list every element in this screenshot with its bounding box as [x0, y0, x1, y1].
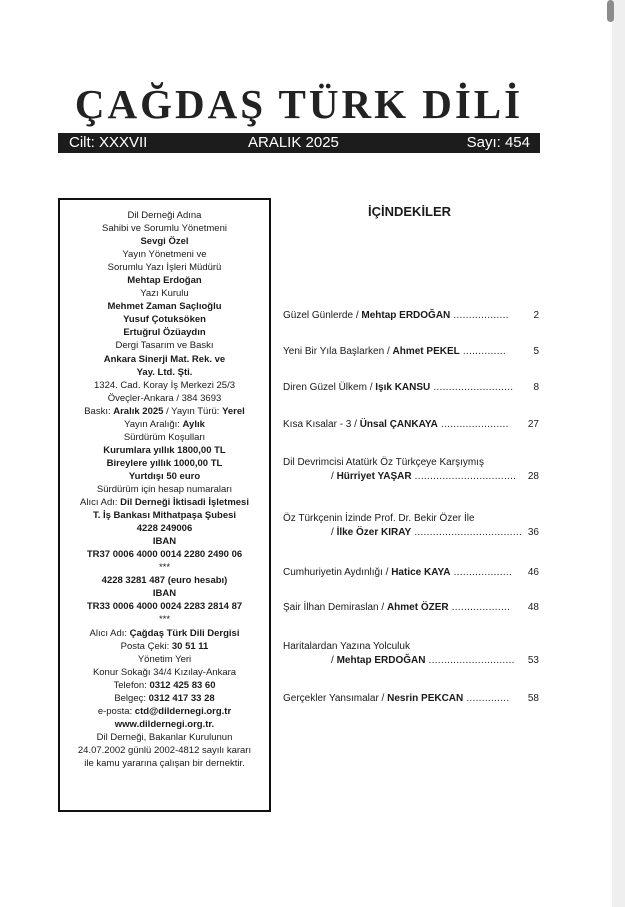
colophon-line: Ankara Sinerji Mat. Rek. ve: [103, 353, 226, 365]
toc-entry-line: [283, 512, 539, 526]
page-number: 46: [527, 567, 539, 578]
article-author: Nesrin PEKCAN: [387, 693, 464, 704]
toc-entry[interactable]: [283, 512, 539, 540]
toc-entry[interactable]: [283, 640, 539, 668]
colophon-line: Mehmet Zaman Saçlıoğlu: [107, 301, 222, 313]
colophon-line: 4228 249006: [136, 523, 193, 535]
colophon-line: IBAN: [152, 536, 177, 548]
article-title: /: [331, 655, 337, 666]
colophon-line: Yay. Ltd. Şti.: [136, 366, 193, 378]
article-title: /: [331, 471, 337, 482]
colophon-line: TR33 0006 4000 0024 2283 2814 87: [86, 601, 243, 613]
colophon-line-part: e-posta:: [97, 705, 135, 717]
article-author: Mehtap ERDOĞAN: [361, 310, 451, 321]
page-number: 2: [533, 310, 539, 321]
colophon-line: Yusuf Çotuksöken: [123, 314, 206, 326]
colophon-line-part: Yerel: [222, 405, 245, 417]
colophon-line: ***: [158, 562, 171, 574]
page-number: 8: [533, 382, 539, 393]
colophon-line: IBAN: [152, 588, 177, 600]
toc-entry[interactable]: [283, 345, 539, 359]
toc-entry-line: [283, 456, 539, 470]
article-title: Cumhuriyetin Aydınlığı /: [283, 567, 392, 578]
article-title: Kısa Kısalar - 3 /: [283, 419, 360, 430]
dot-leader: ............................: [425, 655, 515, 666]
toc-entry-line: [283, 345, 539, 359]
colophon-line-part: 30 51 11: [171, 640, 209, 652]
colophon-line: Ertuğrul Özüaydın: [123, 327, 206, 339]
toc-title: İÇİNDEKİLER: [368, 204, 452, 219]
article-title: Gerçekler Yansımalar /: [283, 693, 388, 704]
dot-leader: ...................: [450, 567, 513, 578]
toc-entry-text: [331, 526, 522, 540]
colophon-box: [58, 198, 271, 812]
dot-leader: ..............: [459, 346, 506, 357]
colophon-line-part: Alıcı Adı:: [89, 627, 130, 639]
dot-leader: ...................: [448, 602, 511, 613]
issue-number: Sayı: 454: [466, 134, 530, 151]
colophon-line-part: 0312 417 33 28: [148, 692, 215, 704]
colophon-line-part: 0312 425 83 60: [149, 679, 216, 691]
toc-entry[interactable]: [283, 566, 539, 580]
colophon-line: [60, 640, 269, 653]
colophon-line: 4228 3281 487 (euro hesabı): [101, 575, 228, 587]
colophon-line-part: Alıcı Adı:: [80, 497, 121, 509]
colophon-line: 24.07.2002 günlü 2002-4812 sayılı kararı: [77, 744, 252, 756]
colophon-line-part: Aylık: [182, 418, 205, 430]
article-title: Haritalardan Yazına Yolculuk: [283, 641, 410, 652]
toc-entry-text: [283, 692, 509, 706]
colophon-line: TR37 0006 4000 0014 2280 2490 06: [86, 549, 243, 561]
toc-entry-text: [283, 418, 509, 432]
colophon-line: Yayın Yönetmeni ve: [122, 249, 207, 261]
colophon-line: Sorumlu Yazı İşleri Müdürü: [107, 262, 222, 274]
toc-entry[interactable]: [283, 309, 539, 323]
volume-label: Cilt: XXXVII: [69, 134, 148, 151]
colophon-line: Sürdürüm için hesap numaraları: [96, 483, 233, 495]
toc-entry-text: [283, 309, 509, 323]
colophon-line-part: Yayın Aralığı:: [124, 418, 183, 430]
toc-entry[interactable]: [283, 381, 539, 395]
toc-entry[interactable]: [283, 692, 539, 706]
toc-entry[interactable]: [283, 418, 539, 432]
toc-entry-line: [283, 470, 539, 484]
colophon-line: Dergi Tasarım ve Baskı: [115, 340, 214, 352]
colophon-line: www.dildernegi.org.tr.: [114, 718, 215, 730]
page-number: 27: [527, 419, 539, 430]
colophon-line: Kurumlara yıllık 1800,00 TL: [103, 444, 226, 456]
toc-entry-text: [331, 470, 516, 484]
colophon-line: Yönetim Yeri: [137, 653, 192, 665]
colophon-line: Yazı Kurulu: [140, 288, 189, 300]
dot-leader: ..................: [450, 310, 509, 321]
page-number: 58: [527, 693, 539, 704]
colophon-line: Bireylere yıllık 1000,00 TL: [106, 457, 223, 469]
dot-leader: ..............: [463, 693, 510, 704]
dot-leader: ..........................: [430, 382, 514, 393]
colophon-line: ile kamu yararına çalışan bir dernektir.: [84, 757, 245, 769]
article-title: Güzel Günlerde /: [283, 310, 362, 321]
article-author: Mehtap ERDOĞAN: [336, 655, 426, 666]
issue-date: ARALIK 2025: [248, 134, 339, 151]
colophon-line: Dil Derneği Adına: [127, 210, 202, 221]
page-number: 53: [527, 655, 539, 666]
colophon-line-part: Dil Derneği İktisadi İşletmesi: [120, 497, 249, 509]
colophon-line: Sürdürüm Koşulları: [123, 431, 206, 443]
article-title: Diren Güzel Ülkem /: [283, 382, 376, 393]
article-author: Ahmet PEKEL: [392, 346, 460, 357]
toc-entry-line: [283, 566, 539, 580]
scrollbar-thumb[interactable]: [607, 0, 614, 22]
page-number: 36: [527, 527, 539, 538]
article-author: Hatice KAYA: [391, 567, 451, 578]
toc-entry-text: [331, 654, 515, 668]
article-author: Hürriyet YAŞAR: [336, 471, 412, 482]
article-title: Dil Devrimcisi Atatürk Öz Türkçeye Karşıymış: [283, 457, 484, 468]
toc-entry-line: [283, 692, 539, 706]
colophon-line: 1324. Cad. Koray İş Merkezi 25/3: [94, 379, 235, 391]
colophon-line: [60, 692, 269, 705]
colophon-line: Mehtap Erdoğan: [127, 275, 202, 287]
colophon-line: Öveçler-Ankara / 384 3693: [107, 392, 222, 404]
colophon-line: [60, 418, 269, 431]
colophon-line: [60, 705, 269, 718]
toc-entry-line: [283, 640, 539, 654]
article-title: Yeni Bir Yıla Başlarken /: [283, 346, 393, 357]
colophon-line: Dil Derneği, Bakanlar Kurulunun: [96, 731, 233, 743]
colophon-line-part: Belgeç:: [114, 692, 149, 704]
colophon-line: Sevgi Özel: [140, 236, 189, 248]
toc-entry-text: [283, 456, 484, 470]
dot-leader: ......................: [437, 419, 509, 430]
toc-entry-line: [283, 526, 539, 540]
colophon-line: Konur Sokağı 34/4 Kızılay-Ankara: [92, 666, 237, 678]
colophon-line-part: ctd@dildernegi.org.tr: [134, 705, 232, 717]
toc-entry-line: [283, 381, 539, 395]
toc-entry-text: [283, 566, 512, 580]
colophon-line: [60, 627, 269, 640]
issue-info-bar: [58, 133, 540, 153]
journal-title: ÇAĞDAŞ TÜRK DİLİ: [74, 81, 524, 127]
article-title: Öz Türkçenin İzinde Prof. Dr. Bekir Özer İle: [283, 513, 475, 524]
page-number: 5: [533, 346, 539, 357]
toc-entry-text: [283, 640, 410, 654]
article-title: Şair İlhan Demiraslan /: [283, 602, 387, 613]
article-author: İlke Özer KIRAY: [336, 527, 412, 538]
toc-entry[interactable]: [283, 456, 539, 484]
toc-entry-line: [283, 601, 539, 615]
colophon-line-part: / Yayın Türü:: [163, 405, 223, 417]
page-number: 48: [527, 602, 539, 613]
toc-entry-line: [283, 654, 539, 668]
colophon-line-part: Çağdaş Türk Dili Dergisi: [129, 627, 240, 639]
toc-entry[interactable]: [283, 601, 539, 615]
toc-entry-line: [283, 418, 539, 432]
article-title: /: [331, 527, 337, 538]
colophon-line: [60, 679, 269, 692]
page-number: 28: [527, 471, 539, 482]
article-author: Işık KANSU: [375, 382, 431, 393]
toc-entry-text: [283, 381, 513, 395]
colophon-line: [60, 496, 269, 509]
colophon-line-part: Aralık 2025: [113, 405, 164, 417]
colophon-line: [60, 405, 269, 418]
colophon-line-part: Baskı:: [84, 405, 114, 417]
colophon-line-part: Telefon:: [113, 679, 150, 691]
colophon-line: T. İş Bankası Mithatpaşa Şubesi: [92, 510, 237, 522]
article-author: Ünsal ÇANKAYA: [359, 419, 438, 430]
dot-leader: .................................: [411, 471, 517, 482]
right-page-edge: [612, 0, 625, 907]
colophon-line-part: Posta Çeki:: [120, 640, 172, 652]
toc-entry-text: [283, 601, 510, 615]
toc-entry-text: [283, 512, 475, 526]
article-author: Ahmet ÖZER: [386, 602, 449, 613]
colophon-line: ***: [158, 614, 171, 626]
toc-entry-line: [283, 309, 539, 323]
colophon-line: Sahibi ve Sorumlu Yönetmeni: [102, 223, 227, 235]
colophon-line: Yurtdışı 50 euro: [128, 470, 201, 482]
toc-entry-text: [283, 345, 506, 359]
dot-leader: ...................................: [411, 527, 523, 538]
